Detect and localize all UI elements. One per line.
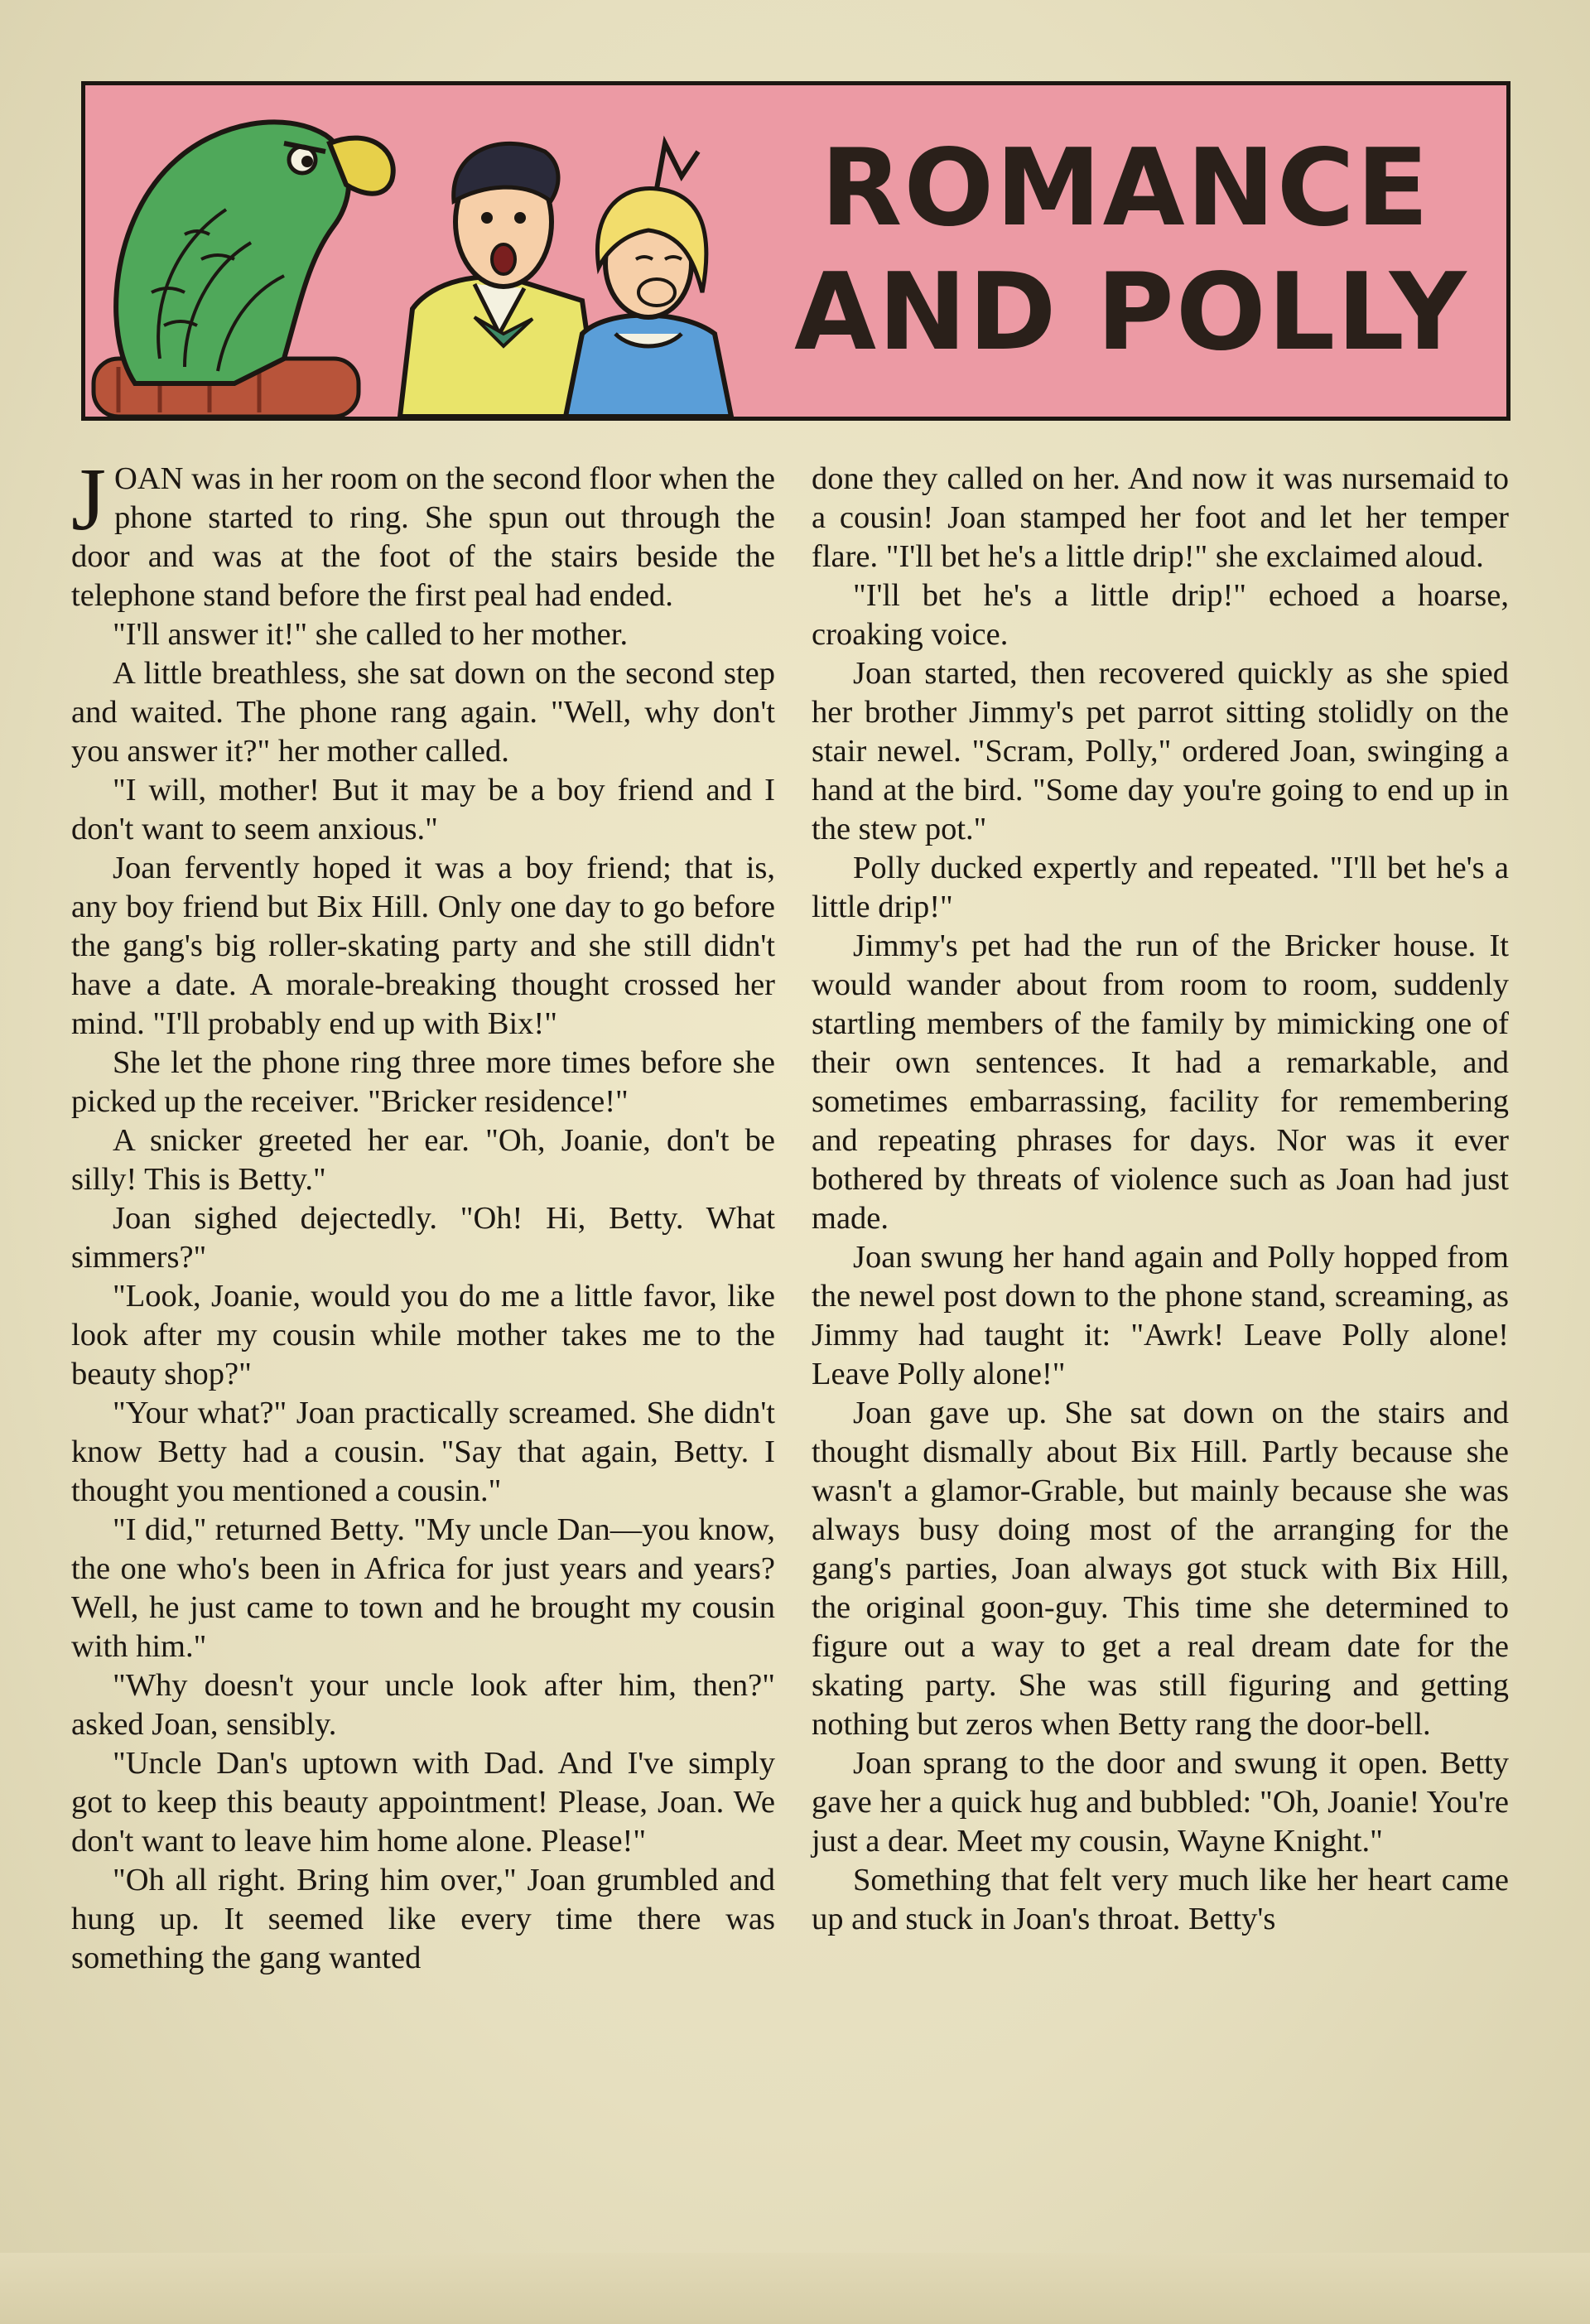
paragraph: "Oh all right. Bring him over," Joan grumbled and hung up. It seemed like every time there was something the gang wanted [71,1863,775,1975]
boy-illustration [400,143,599,417]
paragraph: "I did," returned Betty. "My uncle Dan—you know, the one who's been in Africa for just years and years? Well, he just came to town and he brought my cousin with him." [71,1512,775,1664]
paragraph: done they called on her. And now it was nursemaid to a cousin! Joan stamped her foot and let her temper flare. "I'll bet he's a little drip!" she exclaimed aloud. [812,461,1509,574]
paragraph: Jimmy's pet had the run of the Bricker house. It would wander about from room to room, suddenly startling members of the family by mimicking one of their own sentences. It had a remarkable, and sometimes embarrassing, facility for remembering and repeating phrases for days. Nor was it ever bothered by threats of violence such as Joan had just made. [812,928,1509,1236]
illustration-parrot-boy-girl [85,85,814,417]
paragraph [71,451,775,615]
paragraph: Joan sighed dejectedly. "Oh! Hi, Betty. What simmers?" [71,1201,775,1275]
paragraph-text: OAN was in her room on the second floor when the phone started to ring. She spun out through the door and was at the foot of the stairs beside the telephone stand before the first peal had ended. [71,461,775,613]
paragraph: Joan started, then recovered quickly as she spied her brother Jimmy's pet parrot sitting stolidly on the stair newel. "Scram, Polly," ordered Joan, swinging a hand at the bird. "Some day you're going to end up in the stew pot." [812,656,1509,846]
title-line-1: ROMANCE [820,127,1431,250]
paragraph: "I will, mother! But it may be a boy friend and I don't want to seem anxious." [71,773,775,846]
paragraph: A snicker greeted her ear. "Oh, Joanie, don't be silly! This is Betty." [71,1123,775,1197]
paragraph: "Why doesn't your uncle look after him, then?" asked Joan, sensibly. [71,1668,775,1742]
paragraph: Joan gave up. She sat down on the stairs and thought dismally about Bix Hill. Partly because she wasn't a glamor-Grable, but mainly because she was always busy doing most of the arranging for the gang's parties, Joan always got stuck with Bix Hill, the original goon-guy. This time she determined to figure out a way to get a real dream date for the skating party. She was still figuring and getting nothing but zeros when Betty rang the door-bell. [812,1396,1509,1742]
paragraph: Something that felt very much like her heart came up and stuck in Joan's throat. Betty's [812,1863,1509,1936]
paragraph: She let the phone ring three more times before she picked up the receiver. "Bricker residence!" [71,1045,775,1119]
paragraph: Joan fervently hoped it was a boy friend; that is, any boy friend but Bix Hill. Only one day to go before the gang's big roller-skating party and she still didn't have a date. A morale-breaking thought crossed her mind. "I'll probably end up with Bix!" [71,851,775,1041]
paragraph: "Uncle Dan's uptown with Dad. And I've simply got to keep this beauty appointment! Please, Joan. We don't want to leave him home alone. Please!" [71,1746,775,1859]
left-column [71,451,775,1978]
paragraph: "I'll bet he's a little drip!" echoed a hoarse, croaking voice. [812,578,1509,652]
paragraph: "I'll answer it!" she called to her mother. [113,617,629,652]
paragraph: A little breathless, she sat down on the second step and waited. The phone rang again. "Well, why don't you answer it?" her mother called. [71,656,775,769]
drop-cap: J [71,451,107,549]
girl-illustration [566,143,731,417]
right-column [812,460,1509,1939]
paragraph: Joan sprang to the door and swung it open. Betty gave her a quick hug and bubbled: "Oh, Joanie! You're just a dear. Meet my cousin, Wayne Knight." [812,1746,1509,1859]
paragraph: Joan swung her hand again and Polly hopped from the newel post down to the phone stand, screaming, as Jimmy had taught it: "Awrk! Leave Polly alone! Leave Polly alone!" [812,1240,1509,1391]
parrot-illustration [116,122,393,383]
title-line-2: AND POLLY [794,251,1468,374]
paragraph: "Look, Joanie, would you do me a little favor, like look after my cousin while mother takes me to the beauty shop?" [71,1279,775,1391]
paragraph: "Your what?" Joan practically screamed. She didn't know Betty had a cousin. "Say that again, Betty. I thought you mentioned a cousin." [71,1396,775,1508]
title-banner [81,81,1510,421]
story-title [794,127,1468,375]
page-bottom-margin [0,2253,1590,2324]
paragraph: Polly ducked expertly and repeated. "I'll bet he's a little drip!" [812,851,1509,924]
